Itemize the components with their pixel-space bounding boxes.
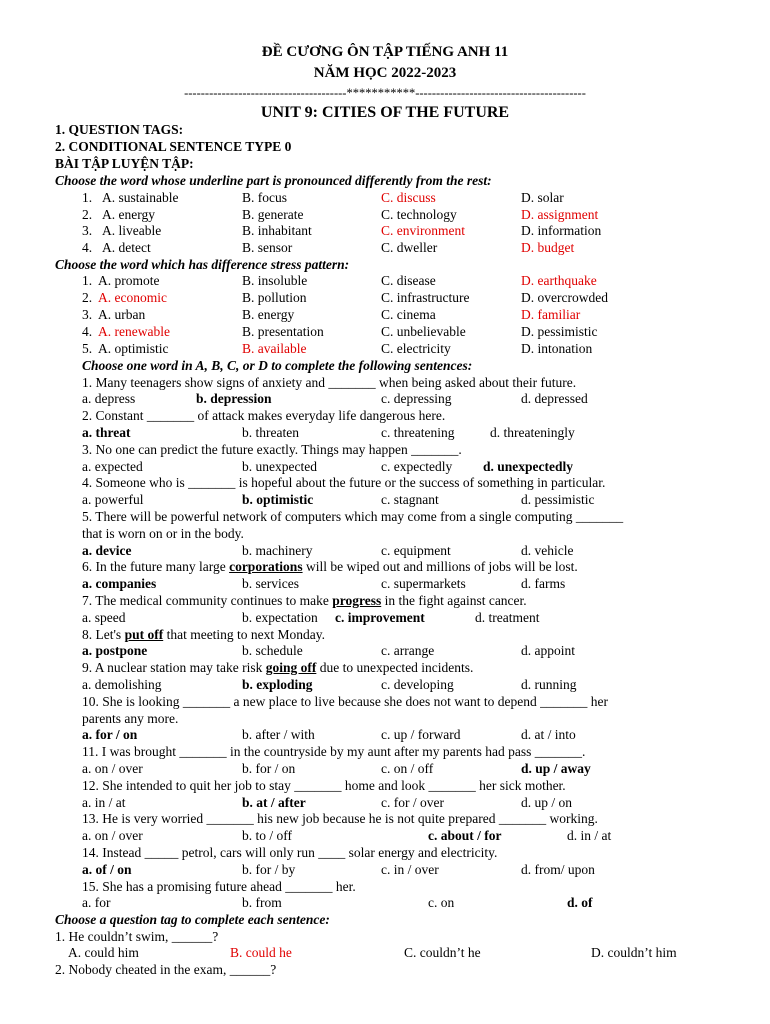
option-a: A. optimistic — [98, 341, 169, 356]
option-d: D. information — [521, 223, 602, 238]
section3-instruction: Choose one word in A, B, C, or D to complete the following sentences: — [82, 358, 473, 373]
question-text: due to unexpected incidents. — [316, 660, 474, 675]
option-c: c. stagnant — [381, 492, 439, 507]
option-b: b. schedule — [242, 643, 303, 658]
option-b: b. threaten — [242, 425, 299, 440]
option-a: a. demolishing — [82, 677, 162, 692]
option-c-answer: c. improvement — [335, 610, 425, 625]
option-d: d. threateningly — [490, 425, 575, 440]
key-phrase: put off — [124, 627, 164, 642]
option-b: b. for / by — [242, 862, 296, 877]
question-text: 7. The medical community continues to make — [82, 593, 333, 608]
question-7 — [82, 593, 527, 609]
option-c: C. unbelievable — [381, 324, 466, 339]
option-c-answer: c. about / for — [428, 828, 502, 843]
key-phrase: going off — [265, 660, 317, 675]
option-b-answer: B. could he — [230, 945, 292, 960]
tag-question-1: 1. He couldn’t swim, ______? — [55, 929, 219, 944]
section1-instruction: Choose the word whose underline part is pronounced differently from the rest: — [55, 173, 492, 188]
option-c: c. expectedly — [381, 459, 453, 474]
option-c: c. threatening — [381, 425, 455, 440]
option-b-answer: b. depression — [196, 391, 272, 406]
option-c: c. developing — [381, 677, 454, 692]
practice-heading: BÀI TẬP LUYỆN TẬP: — [55, 156, 194, 171]
question-14: 14. Instead _____ petrol, cars will only run ____ solar energy and electricity. — [82, 845, 498, 860]
option-a: a. expected — [82, 459, 143, 474]
question-text: 8. Let's — [82, 627, 125, 642]
option-c: c. for / over — [381, 795, 444, 810]
option-a-answer: a. for / on — [82, 727, 138, 742]
option-c: c. equipment — [381, 543, 451, 558]
question-11: 11. I was brought _______ in the countryside by my aunt after my parents had pass _______. — [82, 744, 586, 759]
option-d: d. from/ upon — [521, 862, 595, 877]
option-b-answer: b. exploding — [242, 677, 313, 692]
option-a-answer: A. renewable — [98, 324, 170, 339]
question-5: 5. There will be powerful network of computers which may come from a single computing _______ — [82, 509, 624, 524]
option-d: D. pessimistic — [521, 324, 598, 339]
option-a-answer: a. of / on — [82, 862, 132, 877]
section2-instruction: Choose the word which has difference stress pattern: — [55, 257, 350, 272]
doc-title: ĐỀ CƯƠNG ÔN TẬP TIẾNG ANH 11 — [261, 44, 509, 60]
option-d-answer: d. unexpectedly — [483, 459, 574, 474]
question-4: 4. Someone who is _______ is hopeful about the future or the success of something in particular. — [82, 475, 606, 490]
question-number: 2. — [82, 290, 93, 305]
option-d-answer: d. up / away — [521, 761, 591, 776]
option-a-answer: a. postpone — [82, 643, 148, 658]
option-d: d. at / into — [521, 727, 576, 742]
option-c: C. dweller — [381, 240, 438, 255]
key-phrase: progress — [332, 593, 382, 608]
question-number: 3. — [82, 307, 93, 322]
question-13: 13. He is very worried _______ his new job because he is not quite prepared _______ working. — [82, 811, 598, 826]
option-b: b. services — [242, 576, 299, 591]
option-d: d. depressed — [521, 391, 588, 406]
option-b-answer: b. optimistic — [242, 492, 314, 507]
option-c: c. in / over — [381, 862, 439, 877]
option-c: C. disease — [381, 273, 436, 288]
option-c: c. up / forward — [381, 727, 461, 742]
option-c: C. cinema — [381, 307, 436, 322]
option-d: d. in / at — [567, 828, 612, 843]
option-b: B. focus — [242, 190, 287, 205]
option-b: B. energy — [242, 307, 295, 322]
unit-title: UNIT 9: CITIES OF THE FUTURE — [260, 104, 510, 121]
option-d-answer: D. budget — [521, 240, 575, 255]
option-a: A. detect — [102, 240, 151, 255]
key-phrase: corporations — [229, 559, 303, 574]
option-d: d. pessimistic — [521, 492, 595, 507]
question-10: 10. She is looking _______ a new place to live because she does not want to depend _______ her — [82, 694, 609, 709]
option-c: c. arrange — [381, 643, 435, 658]
option-b: B. generate — [242, 207, 304, 222]
option-b: B. presentation — [242, 324, 324, 339]
question-number: 1. — [82, 190, 93, 205]
option-a: A. promote — [98, 273, 160, 288]
option-d: d. treatment — [475, 610, 540, 625]
option-a: A. urban — [98, 307, 146, 322]
option-a-answer: a. threat — [82, 425, 131, 440]
option-a: A. liveable — [102, 223, 162, 238]
option-a: A. could him — [68, 945, 139, 960]
divider: ---------------------------------------***********----------------------------------------- — [184, 86, 586, 100]
option-d: D. couldn’t him — [591, 945, 677, 960]
option-b: B. pollution — [242, 290, 307, 305]
option-b: b. for / on — [242, 761, 296, 776]
option-a-answer: A. economic — [98, 290, 167, 305]
question-number: 4. — [82, 324, 93, 339]
school-year: NĂM HỌC 2022-2023 — [313, 65, 457, 81]
question-12: 12. She intended to quit her job to stay _______ home and look _______ her sick mother. — [82, 778, 566, 793]
question-text: 6. In the future many large — [82, 559, 230, 574]
option-b: b. expectation — [242, 610, 318, 625]
option-c-answer: C. discuss — [381, 190, 436, 205]
option-d: d. farms — [521, 576, 566, 591]
topic-conditional: 2. CONDITIONAL SENTENCE TYPE 0 — [55, 139, 292, 154]
option-c: c. supermarkets — [381, 576, 466, 591]
question-9 — [82, 660, 473, 676]
question-5-continued: that is worn on or in the body. — [82, 526, 244, 541]
question-10-continued: parents any more. — [82, 711, 179, 726]
option-c: c. on — [428, 895, 455, 910]
option-b: b. from — [242, 895, 282, 910]
question-number: 2. — [82, 207, 93, 222]
option-b: b. to / off — [242, 828, 292, 843]
question-3: 3. No one can predict the future exactly. Things may happen _______. — [82, 442, 462, 457]
option-b: b. after / with — [242, 727, 315, 742]
topic-question-tags: 1. QUESTION TAGS: — [55, 122, 184, 137]
tag-question-2: 2. Nobody cheated in the exam, ______? — [55, 962, 277, 977]
option-a: a. on / over — [82, 828, 143, 843]
option-a: a. in / at — [82, 795, 126, 810]
option-b: B. sensor — [242, 240, 293, 255]
question-number: 4. — [82, 240, 93, 255]
option-c: C. electricity — [381, 341, 451, 356]
option-a-answer: a. companies — [82, 576, 157, 591]
option-a: A. energy — [102, 207, 155, 222]
option-d: D. solar — [521, 190, 564, 205]
option-c: c. on / off — [381, 761, 434, 776]
option-b: b. machinery — [242, 543, 313, 558]
option-b: B. inhabitant — [242, 223, 312, 238]
question-text: will be wiped out and millions of jobs will be lost. — [302, 559, 578, 574]
option-d: d. vehicle — [521, 543, 574, 558]
option-b-answer: B. available — [242, 341, 307, 356]
question-number: 1. — [82, 273, 93, 288]
question-text: in the fight against cancer. — [381, 593, 527, 608]
question-number: 5. — [82, 341, 93, 356]
option-c: C. technology — [381, 207, 457, 222]
option-b-answer: b. at / after — [242, 795, 306, 810]
option-d-answer: D. assignment — [521, 207, 599, 222]
option-d: d. appoint — [521, 643, 575, 658]
option-d: d. running — [521, 677, 577, 692]
option-d: D. intonation — [521, 341, 593, 356]
question-8 — [82, 627, 325, 643]
option-d-answer: d. of — [567, 895, 593, 910]
question-6 — [82, 559, 578, 575]
option-c: C. infrastructure — [381, 290, 470, 305]
question-1: 1. Many teenagers show signs of anxiety and _______ when being asked about their future. — [82, 375, 577, 390]
question-text: that meeting to next Monday. — [163, 627, 326, 642]
option-a: a. speed — [82, 610, 126, 625]
option-d-answer: D. earthquake — [521, 273, 597, 288]
option-b: b. unexpected — [242, 459, 317, 474]
option-c: C. couldn’t he — [404, 945, 481, 960]
option-a: A. sustainable — [102, 190, 179, 205]
option-d-answer: D. familiar — [521, 307, 581, 322]
question-2: 2. Constant _______ of attack makes everyday life dangerous here. — [82, 408, 446, 423]
option-d: D. overcrowded — [521, 290, 608, 305]
option-a: a. powerful — [82, 492, 144, 507]
option-d: d. up / on — [521, 795, 573, 810]
option-c-answer: C. environment — [381, 223, 465, 238]
option-a: a. for — [82, 895, 111, 910]
section4-instruction: Choose a question tag to complete each sentence: — [55, 912, 330, 927]
question-15: 15. She has a promising future ahead _______ her. — [82, 879, 356, 894]
option-b: B. insoluble — [242, 273, 308, 288]
option-a-answer: a. device — [82, 543, 132, 558]
option-c: c. depressing — [381, 391, 452, 406]
question-text: 9. A nuclear station may take risk — [82, 660, 266, 675]
option-a: a. depress — [82, 391, 136, 406]
question-number: 3. — [82, 223, 93, 238]
option-a: a. on / over — [82, 761, 143, 776]
